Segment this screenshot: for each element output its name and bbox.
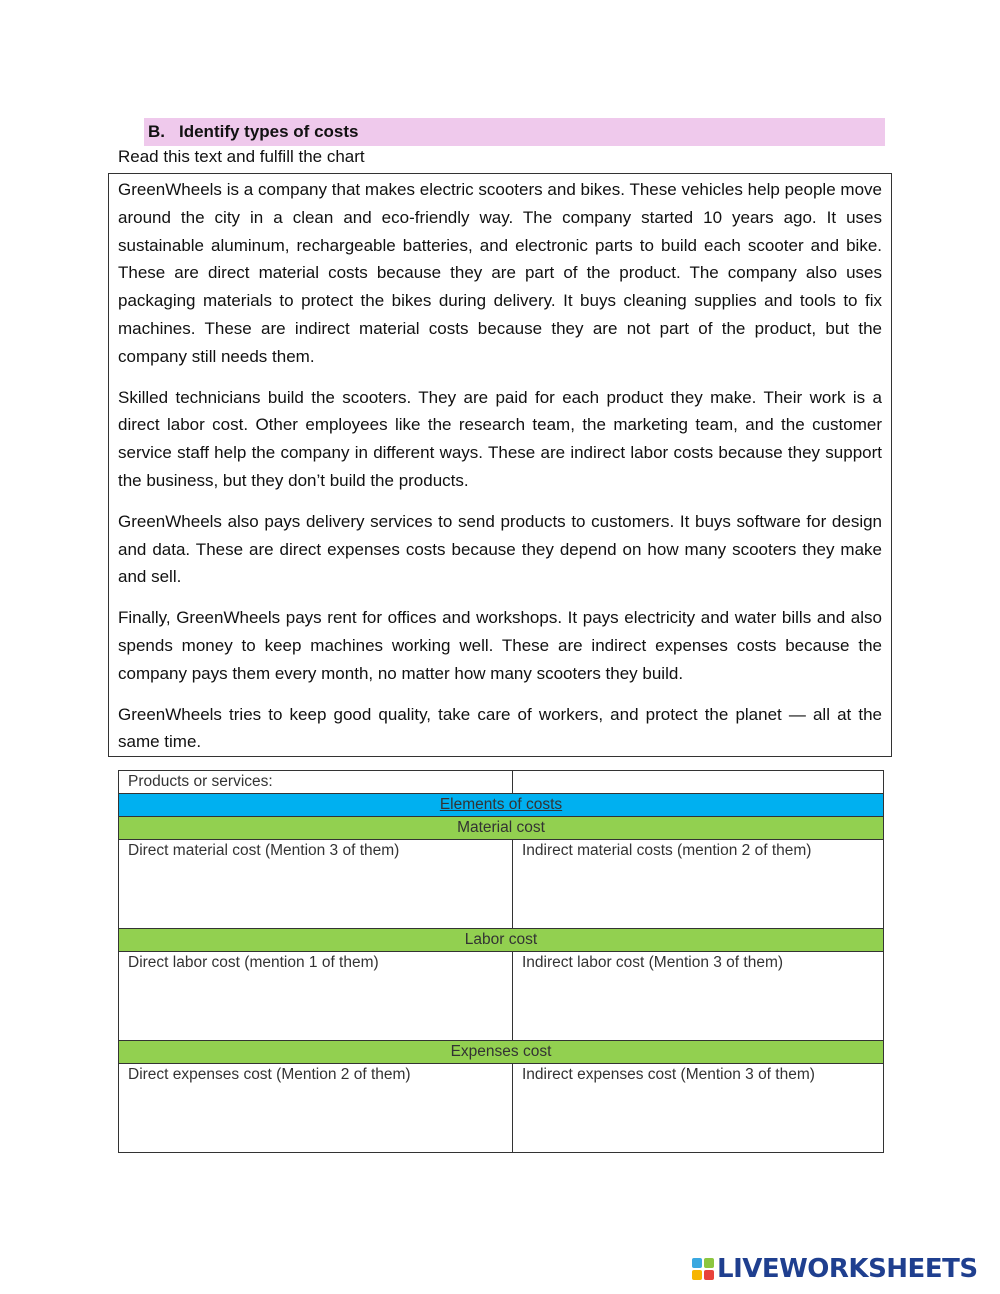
products-row bbox=[119, 771, 884, 794]
section-letter: B. bbox=[148, 122, 165, 141]
material-header-row bbox=[119, 817, 884, 840]
logo-square-1 bbox=[692, 1258, 702, 1268]
reading-paragraph-3: GreenWheels also pays delivery services to send products to customers. It buys software for design and data. These are direct expenses costs because they depend on how many scooters they make and sell. bbox=[118, 511, 882, 587]
labor-cost-header: Labor cost bbox=[119, 929, 884, 952]
expenses-cost-header: Expenses cost bbox=[119, 1041, 884, 1064]
indirect-labor-cell[interactable]: Indirect labor cost (Mention 3 of them) bbox=[513, 952, 884, 1041]
reading-paragraph-4: Finally, GreenWheels pays rent for offices and workshops. It pays electricity and water bills and also spends money to keep machines working well. These are indirect expenses costs because the company pays them every month, no matter how many scooters they build. bbox=[118, 608, 882, 683]
section-heading bbox=[144, 118, 885, 146]
material-cost-header: Material cost bbox=[119, 817, 884, 840]
reading-paragraph-1: GreenWheels is a company that makes electric scooters and bikes. These vehicles help people move around the city in a clean and eco-friendly way. The company started 10 years ago. It uses sustainable aluminum, rechargeable batteries, and electronic parts to build each scooter and bike. These are direct material costs because they are part of the product. The company also uses packaging materials to protect the bikes during delivery. It buys cleaning supplies and tools to fix machines. These are indirect material costs because they are not part of the product, but the company still needs them. bbox=[118, 180, 882, 366]
products-answer-cell[interactable] bbox=[513, 771, 884, 794]
elements-of-costs-header: Elements of costs bbox=[119, 794, 884, 817]
reading-text-box bbox=[108, 173, 892, 757]
direct-material-cell[interactable]: Direct material cost (Mention 3 of them) bbox=[119, 840, 513, 929]
expenses-header-row bbox=[119, 1041, 884, 1064]
indirect-material-cell[interactable]: Indirect material costs (mention 2 of them) bbox=[513, 840, 884, 929]
direct-labor-cell[interactable]: Direct labor cost (mention 1 of them) bbox=[119, 952, 513, 1041]
material-answer-row bbox=[119, 840, 884, 929]
products-label: Products or services: bbox=[119, 771, 513, 794]
cost-chart-table bbox=[118, 770, 884, 1153]
direct-expenses-cell[interactable]: Direct expenses cost (Mention 2 of them) bbox=[119, 1064, 513, 1153]
indirect-expenses-cell[interactable]: Indirect expenses cost (Mention 3 of them) bbox=[513, 1064, 884, 1153]
labor-answer-row bbox=[119, 952, 884, 1041]
liveworksheets-logo bbox=[692, 1253, 978, 1285]
logo-text: LIVEWORKSHEETS bbox=[717, 1254, 978, 1284]
elements-header-row bbox=[119, 794, 884, 817]
reading-paragraph-5: GreenWheels tries to keep good quality, take care of workers, and protect the planet — all at the same time. bbox=[118, 704, 882, 752]
section-title: Identify types of costs bbox=[179, 122, 359, 141]
expenses-answer-row bbox=[119, 1064, 884, 1153]
instruction-text: Read this text and fulfill the chart bbox=[118, 147, 365, 166]
logo-square-2 bbox=[704, 1258, 714, 1268]
labor-header-row bbox=[119, 929, 884, 952]
logo-square-3 bbox=[692, 1270, 702, 1280]
logo-squares-icon bbox=[692, 1258, 714, 1280]
reading-paragraph-2: Skilled technicians build the scooters. They are paid for each product they make. Their work is a direct labor cost. Other employees like the research team, the marketing team, and the customer service staff help the company in different ways. These are indirect labor costs because they support the business, but they don’t build the products. bbox=[118, 387, 882, 490]
logo-square-4 bbox=[704, 1270, 714, 1280]
